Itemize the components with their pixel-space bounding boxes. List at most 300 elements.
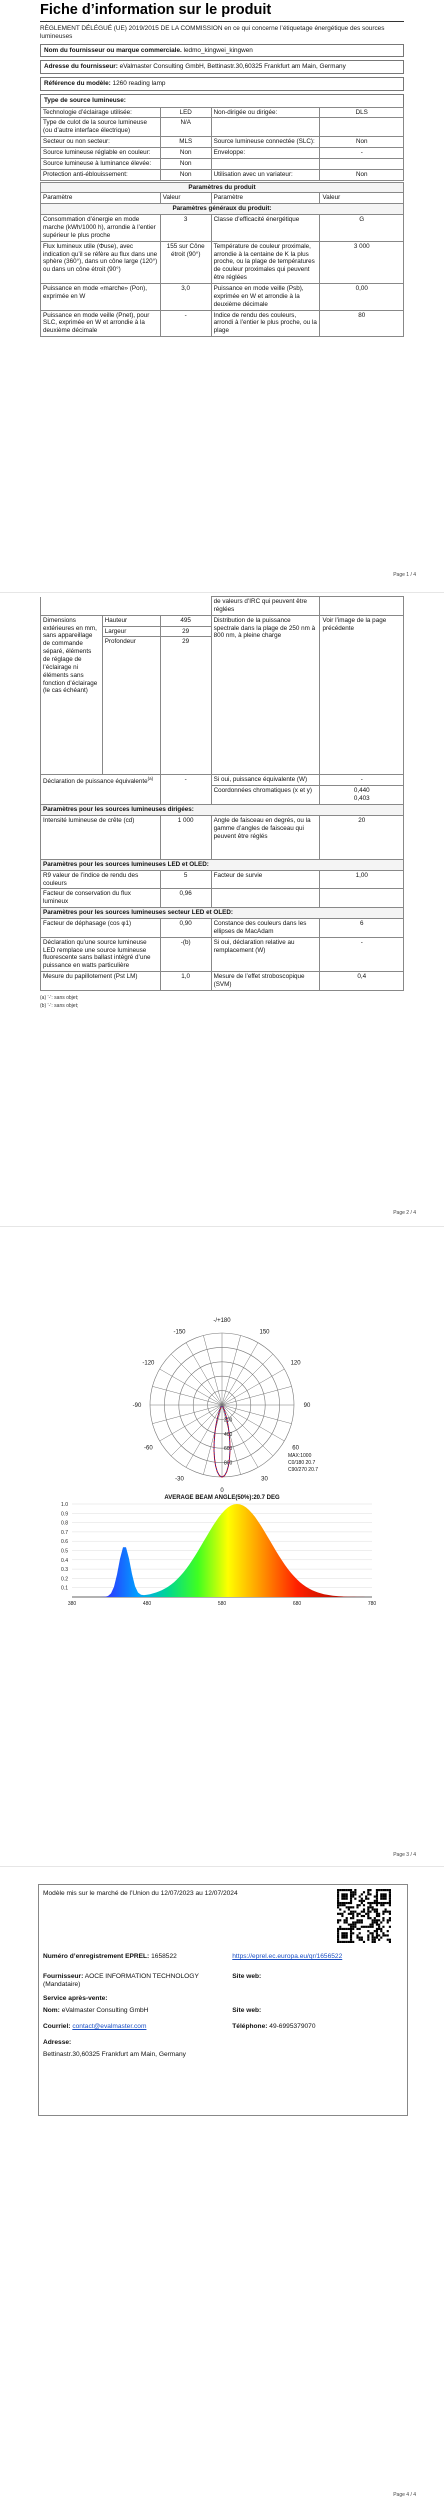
qr-module xyxy=(341,1913,343,1915)
type-row xyxy=(41,137,404,148)
page-3 xyxy=(0,1232,444,1858)
qr-module xyxy=(367,1893,369,1895)
qr-module xyxy=(352,1915,354,1917)
qr-module xyxy=(352,1891,354,1893)
qr-module xyxy=(385,1902,387,1904)
qr-module xyxy=(367,1911,369,1913)
qr-module xyxy=(343,1919,345,1921)
qr-module xyxy=(376,1891,378,1893)
type-value: DLS xyxy=(320,107,404,118)
equiv-value: - xyxy=(160,775,211,805)
param-label: Consommation d’énergie en mode marche (kWh/1000 h), arrondie à l’entier supérieur le plus proche xyxy=(41,215,161,242)
qr-module xyxy=(348,1906,350,1908)
qr-module xyxy=(352,1893,354,1895)
qr-module xyxy=(348,1924,350,1926)
page-1 xyxy=(0,0,444,590)
qr-module xyxy=(346,1889,348,1891)
page-number: Page 3 / 4 xyxy=(393,1852,416,1858)
qr-module xyxy=(378,1934,380,1936)
email-link[interactable]: contact@evalmaster.com xyxy=(72,2023,147,2031)
type-value: - xyxy=(320,147,404,158)
peak-intensity-label: Intensité lumineuse de crête (cd) xyxy=(41,815,161,859)
qr-module xyxy=(376,1900,378,1902)
qr-module xyxy=(363,1941,365,1943)
qr-module xyxy=(359,1919,361,1921)
phone-value: 49-6995379070 xyxy=(269,2023,316,2031)
qr-module xyxy=(387,1934,389,1936)
qr-module xyxy=(346,1895,348,1897)
spectrum-y-label: 0.9 xyxy=(61,1511,68,1518)
col-header-param-2: Paramètre xyxy=(211,193,320,204)
polar-legend-item: C0/180 20.7 xyxy=(288,1460,316,1466)
general-row xyxy=(41,215,404,242)
qr-module xyxy=(378,1924,380,1926)
polar-angle-label: -150 xyxy=(173,1329,186,1336)
type-row xyxy=(41,147,404,158)
qr-module xyxy=(374,1930,376,1932)
general-row xyxy=(41,283,404,310)
qr-module xyxy=(389,1939,391,1941)
qr-module xyxy=(374,1895,376,1897)
qr-module xyxy=(361,1937,363,1939)
qr-module xyxy=(350,1926,352,1928)
eprel-value: 1658522 xyxy=(151,1953,177,1960)
qr-module xyxy=(356,1919,358,1921)
qr-module xyxy=(363,1900,365,1902)
led-header: Paramètres pour les sources lumineuses LED et OLED: xyxy=(41,859,404,870)
qr-module xyxy=(380,1930,382,1932)
qr-module xyxy=(361,1921,363,1923)
qr-module xyxy=(359,1921,361,1923)
qr-module xyxy=(356,1921,358,1923)
qr-module xyxy=(382,1904,384,1906)
market-text: Modèle mis sur le marché de l’Union du 12/07/2023 au 12/07/2024 xyxy=(43,1890,238,1897)
param-label: Puissance en mode veille (Psb), exprimée en W et arrondie à la deuxième décimale xyxy=(211,283,320,310)
qr-module xyxy=(387,1939,389,1941)
qr-module xyxy=(367,1889,369,1891)
param-label: Température de couleur proximale, arrondie à la centaine de K la plus proche, ou la plage de températures de couleur proximales qui peuvent être réglées xyxy=(211,241,320,283)
qr-module xyxy=(367,1915,369,1917)
polar-angle-label: -30 xyxy=(175,1476,184,1483)
qr-module xyxy=(369,1924,371,1926)
qr-module xyxy=(378,1889,380,1891)
qr-module xyxy=(378,1939,380,1941)
qr-module xyxy=(337,1913,339,1915)
spectrum-y-label: 1.0 xyxy=(61,1502,68,1508)
qr-module xyxy=(382,1895,384,1897)
param-value: 80 xyxy=(320,310,404,337)
qr-module xyxy=(389,1889,391,1891)
qr-module xyxy=(341,1895,343,1897)
qr-module xyxy=(369,1926,371,1928)
qr-module xyxy=(337,1900,339,1902)
qr-module xyxy=(350,1928,352,1930)
qr-module xyxy=(385,1908,387,1910)
qr-module xyxy=(346,1917,348,1919)
qr-module xyxy=(352,1928,354,1930)
address-header: Adresse: xyxy=(43,2039,72,2047)
qr-module xyxy=(343,1904,345,1906)
qr-module xyxy=(389,1895,391,1897)
type-table xyxy=(40,107,404,181)
model-value: 1260 reading lamp xyxy=(112,80,166,88)
regulation-text: RÈGLEMENT DÉLÉGUÉ (UE) 2019/2015 DE LA COMMISSION en ce qui concerne l’étiquetage énergétique des sources lumineuses xyxy=(40,25,385,41)
type-label xyxy=(211,118,320,137)
qr-module xyxy=(374,1902,376,1904)
equiv-label: Déclaration de puissance équivalente xyxy=(43,778,148,786)
qr-module xyxy=(337,1921,339,1923)
qr-module xyxy=(382,1932,384,1934)
qr-module xyxy=(356,1913,358,1915)
spectrum-y-label: 0.2 xyxy=(61,1576,68,1583)
qr-module xyxy=(378,1915,380,1917)
qr-module xyxy=(372,1941,374,1943)
type-label: Type de culot de la source lumineuse (ou d’autre interface électrique) xyxy=(41,118,161,137)
qr-module xyxy=(352,1932,354,1934)
qr-module xyxy=(361,1915,363,1917)
qr-module xyxy=(389,1919,391,1921)
qr-module xyxy=(354,1891,356,1893)
color-consistency-value: 6 xyxy=(320,919,404,938)
polar-angle-label: 60 xyxy=(292,1445,299,1452)
qr-module xyxy=(337,1889,339,1891)
qr-module xyxy=(389,1904,391,1906)
dim-height-value: 495 xyxy=(160,615,211,626)
polar-angle-label: 120 xyxy=(290,1360,301,1367)
qr-module xyxy=(350,1930,352,1932)
qr-module xyxy=(339,1908,341,1910)
type-value: Non xyxy=(320,137,404,148)
polar-legend-item: C90/270 20.7 xyxy=(288,1467,319,1473)
address-value: eValmaster Consulting GmbH, Bettinastr.30,60325 Frankfurt am Main, Germany xyxy=(119,63,346,71)
qr-module xyxy=(352,1924,354,1926)
qr-module xyxy=(356,1915,358,1917)
spectrum-y-label: 0.8 xyxy=(61,1520,68,1527)
param-value: 3 000 xyxy=(320,241,404,283)
beam-angle-label: Angle de faisceau en degrés, ou la gamme d’angles de faisceau qui peuvent être réglés xyxy=(211,815,320,859)
param-label: Classe d’efficacité énergétique xyxy=(211,215,320,242)
qr-module xyxy=(359,1895,361,1897)
general-row xyxy=(41,310,404,337)
qr-module xyxy=(337,1941,339,1943)
supplier-value: ledmo_kingwei_kingwen xyxy=(183,46,253,54)
qr-module xyxy=(343,1941,345,1943)
spectrum-x-label: 780 xyxy=(367,1601,377,1607)
spectrum-x-label: 380 xyxy=(67,1601,77,1607)
dim-depth-label: Profondeur xyxy=(102,637,160,775)
qr-module xyxy=(346,1928,348,1930)
contact-table xyxy=(41,1951,405,2062)
polar-legend-item: MAX:1000 xyxy=(288,1453,312,1459)
qr-module xyxy=(350,1891,352,1893)
qr-module xyxy=(367,1930,369,1932)
qr-module xyxy=(337,1934,339,1936)
qr-module xyxy=(341,1941,343,1943)
qr-module xyxy=(354,1898,356,1900)
qr-module xyxy=(376,1930,378,1932)
qr-module xyxy=(359,1900,361,1902)
qr-module xyxy=(350,1893,352,1895)
params-title: Paramètres du produit xyxy=(41,182,404,193)
qr-module xyxy=(365,1913,367,1915)
qr-module xyxy=(385,1895,387,1897)
qr-module xyxy=(337,1932,339,1934)
type-label: Source lumineuse à luminance élevée: xyxy=(41,158,161,169)
qr-module xyxy=(361,1939,363,1941)
param-value: 0,00 xyxy=(320,283,404,310)
qr-module xyxy=(382,1911,384,1913)
qr-module xyxy=(380,1895,382,1897)
type-value: N/A xyxy=(160,118,211,137)
qr-module xyxy=(382,1893,384,1895)
qr-module xyxy=(356,1904,358,1906)
qr-module xyxy=(372,1902,374,1904)
qr-module xyxy=(372,1919,374,1921)
qr-module xyxy=(369,1902,371,1904)
spectrum-y-label: 0.5 xyxy=(61,1548,68,1555)
qr-module xyxy=(385,1934,387,1936)
qr-module xyxy=(374,1921,376,1923)
polar-radial-label: 600 xyxy=(224,1446,233,1453)
qr-module xyxy=(374,1941,376,1943)
dim-depth-value: 29 xyxy=(160,637,211,775)
qr-module xyxy=(343,1893,345,1895)
qr-module xyxy=(341,1889,343,1891)
qr-module xyxy=(361,1902,363,1904)
qr-module xyxy=(343,1934,345,1936)
qr-module xyxy=(367,1898,369,1900)
qr-module xyxy=(337,1937,339,1939)
qr-module xyxy=(346,1934,348,1936)
qr-module xyxy=(367,1926,369,1928)
qr-module xyxy=(376,1908,378,1910)
qr-module xyxy=(341,1904,343,1906)
qr-module xyxy=(352,1906,354,1908)
qr-module xyxy=(352,1911,354,1913)
type-label: Enveloppe: xyxy=(211,147,320,158)
qr-module xyxy=(339,1904,341,1906)
qr-module xyxy=(363,1908,365,1910)
footnote-a: (a) ‘-’: sans objet; xyxy=(40,994,79,1001)
qr-module xyxy=(359,1937,361,1939)
site-label-2: Site web: xyxy=(232,2007,262,2015)
qr-module xyxy=(367,1917,369,1919)
type-row xyxy=(41,169,404,180)
qr-module xyxy=(378,1919,380,1921)
beam-angle-value: 20 xyxy=(320,815,404,859)
qr-module xyxy=(382,1902,384,1904)
flicker-value: 1,0 xyxy=(160,972,211,991)
equiv-footnote-mark: (a) xyxy=(147,776,154,782)
qr-module xyxy=(343,1932,345,1934)
qr-module xyxy=(359,1928,361,1930)
qr-module xyxy=(341,1902,343,1904)
qr-module xyxy=(389,1913,391,1915)
param-value: 155 sur Cône étroit (90°) xyxy=(160,241,211,283)
footnote-b: (b) ‘-’: sans objet; xyxy=(40,1002,79,1009)
flicker-label: Mesure du papillotement (Pst LM) xyxy=(41,972,161,991)
qr-module xyxy=(378,1926,380,1928)
type-label: Utilisation avec un variateur: xyxy=(211,169,320,180)
qr-module xyxy=(337,1906,339,1908)
spd-value: Voir l’image de la page précédente xyxy=(320,615,404,775)
spectrum-y-label: 0.3 xyxy=(61,1567,68,1574)
type-row xyxy=(41,107,404,118)
qr-module xyxy=(376,1895,378,1897)
qr-module xyxy=(343,1928,345,1930)
qr-module xyxy=(350,1939,352,1941)
qr-module xyxy=(352,1941,354,1943)
qr-module xyxy=(361,1911,363,1913)
qr-module xyxy=(372,1926,374,1928)
supplier-value: AOCE INFORMATION TECHNOLOGY (Mandataire) xyxy=(43,1973,199,1989)
qr-module xyxy=(369,1889,371,1891)
qr-module xyxy=(376,1934,378,1936)
qr-module xyxy=(382,1926,384,1928)
qr-module xyxy=(361,1893,363,1895)
qr-module xyxy=(382,1898,384,1900)
qr-module xyxy=(387,1902,389,1904)
spectrum-x-label: 580 xyxy=(217,1601,227,1607)
qr-module xyxy=(387,1911,389,1913)
phone-label: Téléphone: xyxy=(232,2023,268,2031)
qr-module xyxy=(350,1898,352,1900)
address-box: Adresse du fournisseur: eValmaster Consulting GmbH, Bettinastr.30,60325 Frankfurt am Main, Germany xyxy=(40,60,404,74)
qr-module xyxy=(354,1889,356,1891)
qr-module xyxy=(389,1891,391,1893)
stroboscopic-value: 0,4 xyxy=(320,972,404,991)
qr-module xyxy=(369,1893,371,1895)
qr-module xyxy=(341,1932,343,1934)
qr-module xyxy=(343,1895,345,1897)
qr-module xyxy=(376,1915,378,1917)
type-value: MLS xyxy=(160,137,211,148)
qr-module xyxy=(376,1913,378,1915)
qr-module xyxy=(376,1937,378,1939)
qr-module xyxy=(376,1902,378,1904)
dls-table xyxy=(40,804,404,991)
page-number: Page 2 / 4 xyxy=(393,1210,416,1216)
qr-module xyxy=(350,1906,352,1908)
qr-module xyxy=(343,1889,345,1891)
qr-module xyxy=(372,1908,374,1910)
qr-module xyxy=(337,1893,339,1895)
qr-module xyxy=(346,1898,348,1900)
supplier-box: Nom du fournisseur ou marque commerciale. ledmo_kingwei_kingwen xyxy=(40,44,404,58)
fluorescent-replacement-label: Déclaration qu’une source lumineuse LED remplace une source lumineuse fluorescente sans ballast intégré d’une puissance en watts particulière xyxy=(41,937,161,971)
qr-module xyxy=(352,1921,354,1923)
spd-label: Distribution de la puissance spectrale dans la plage de 250 nm à 800 nm, à pleine charge xyxy=(211,615,320,775)
general-row xyxy=(41,241,404,283)
polar-angle-label: -90 xyxy=(132,1403,142,1409)
document-title: Fiche d’information sur le produit xyxy=(40,2,272,18)
eprel-link[interactable]: https://eprel.ec.europa.eu/qr/1656522 xyxy=(232,1953,343,1960)
polar-radial-label: 400 xyxy=(224,1431,233,1438)
if-yes-label: Si oui, puissance équivalente (W) xyxy=(211,775,320,786)
qr-module xyxy=(343,1921,345,1923)
type-value: Non xyxy=(160,147,211,158)
qr-module xyxy=(361,1898,363,1900)
qr-module xyxy=(376,1893,378,1895)
spectrum-y-label: 0.1 xyxy=(61,1585,68,1592)
qr-module xyxy=(361,1926,363,1928)
qr-module xyxy=(374,1937,376,1939)
qr-module xyxy=(337,1891,339,1893)
type-value: Non xyxy=(160,158,211,169)
qr-module xyxy=(337,1939,339,1941)
qr-module xyxy=(385,1889,387,1891)
qr-module xyxy=(389,1902,391,1904)
col-header-param: Paramètre xyxy=(41,193,161,204)
qr-module xyxy=(365,1926,367,1928)
qr-module xyxy=(382,1917,384,1919)
qr-module xyxy=(365,1898,367,1900)
qr-module xyxy=(385,1898,387,1900)
qr-module xyxy=(346,1941,348,1943)
survival-label: Facteur de survie xyxy=(211,870,320,889)
type-value xyxy=(320,118,404,137)
qr-module xyxy=(359,1932,361,1934)
dim-height-label: Hauteur xyxy=(102,615,160,626)
qr-module xyxy=(372,1932,374,1934)
qr-module xyxy=(341,1893,343,1895)
qr-module xyxy=(337,1919,339,1921)
qr-module xyxy=(376,1928,378,1930)
type-row xyxy=(41,158,404,169)
qr-module xyxy=(374,1919,376,1921)
polar-angle-label: -60 xyxy=(144,1445,153,1452)
qr-module xyxy=(387,1930,389,1932)
lumen-maintenance-value: 0,96 xyxy=(160,889,211,908)
qr-module xyxy=(387,1921,389,1923)
qr-module xyxy=(367,1939,369,1941)
polar-angle-label: -120 xyxy=(142,1360,155,1367)
page-4 xyxy=(0,1872,444,2502)
qr-module xyxy=(352,1913,354,1915)
qr-module xyxy=(354,1924,356,1926)
type-label: Technologie d’éclairage utilisée: xyxy=(41,107,161,118)
qr-module xyxy=(356,1906,358,1908)
type-value: Non xyxy=(160,169,211,180)
qr-module xyxy=(382,1934,384,1936)
page-number: Page 4 / 4 xyxy=(393,2492,416,2498)
qr-module xyxy=(376,1921,378,1923)
replacement-wattage-value: - xyxy=(320,937,404,971)
qr-module xyxy=(372,1939,374,1941)
qr-module xyxy=(372,1937,374,1939)
param-value: 3,0 xyxy=(160,283,211,310)
qr-module xyxy=(341,1898,343,1900)
qr-module xyxy=(363,1911,365,1913)
type-label: Source lumineuse connectée (SLC): xyxy=(211,137,320,148)
param-value: G xyxy=(320,215,404,242)
param-value: - xyxy=(160,310,211,337)
qr-module xyxy=(389,1911,391,1913)
param-label: Indice de rendu des couleurs, arrondi à l’entier le plus proche, ou la plage xyxy=(211,310,320,337)
qr-module xyxy=(359,1904,361,1906)
type-label: Non-dirigée ou dirigée: xyxy=(211,107,320,118)
qr-module xyxy=(350,1900,352,1902)
qr-module xyxy=(339,1926,341,1928)
qr-module xyxy=(382,1889,384,1891)
qr-module xyxy=(352,1926,354,1928)
displacement-factor-label: Facteur de déphasage (cos φ1) xyxy=(41,919,161,938)
qr-module xyxy=(367,1908,369,1910)
qr-module xyxy=(356,1937,358,1939)
qr-module xyxy=(341,1928,343,1930)
model-box: Référence du modèle: 1260 reading lamp xyxy=(40,77,404,91)
qr-module xyxy=(337,1930,339,1932)
